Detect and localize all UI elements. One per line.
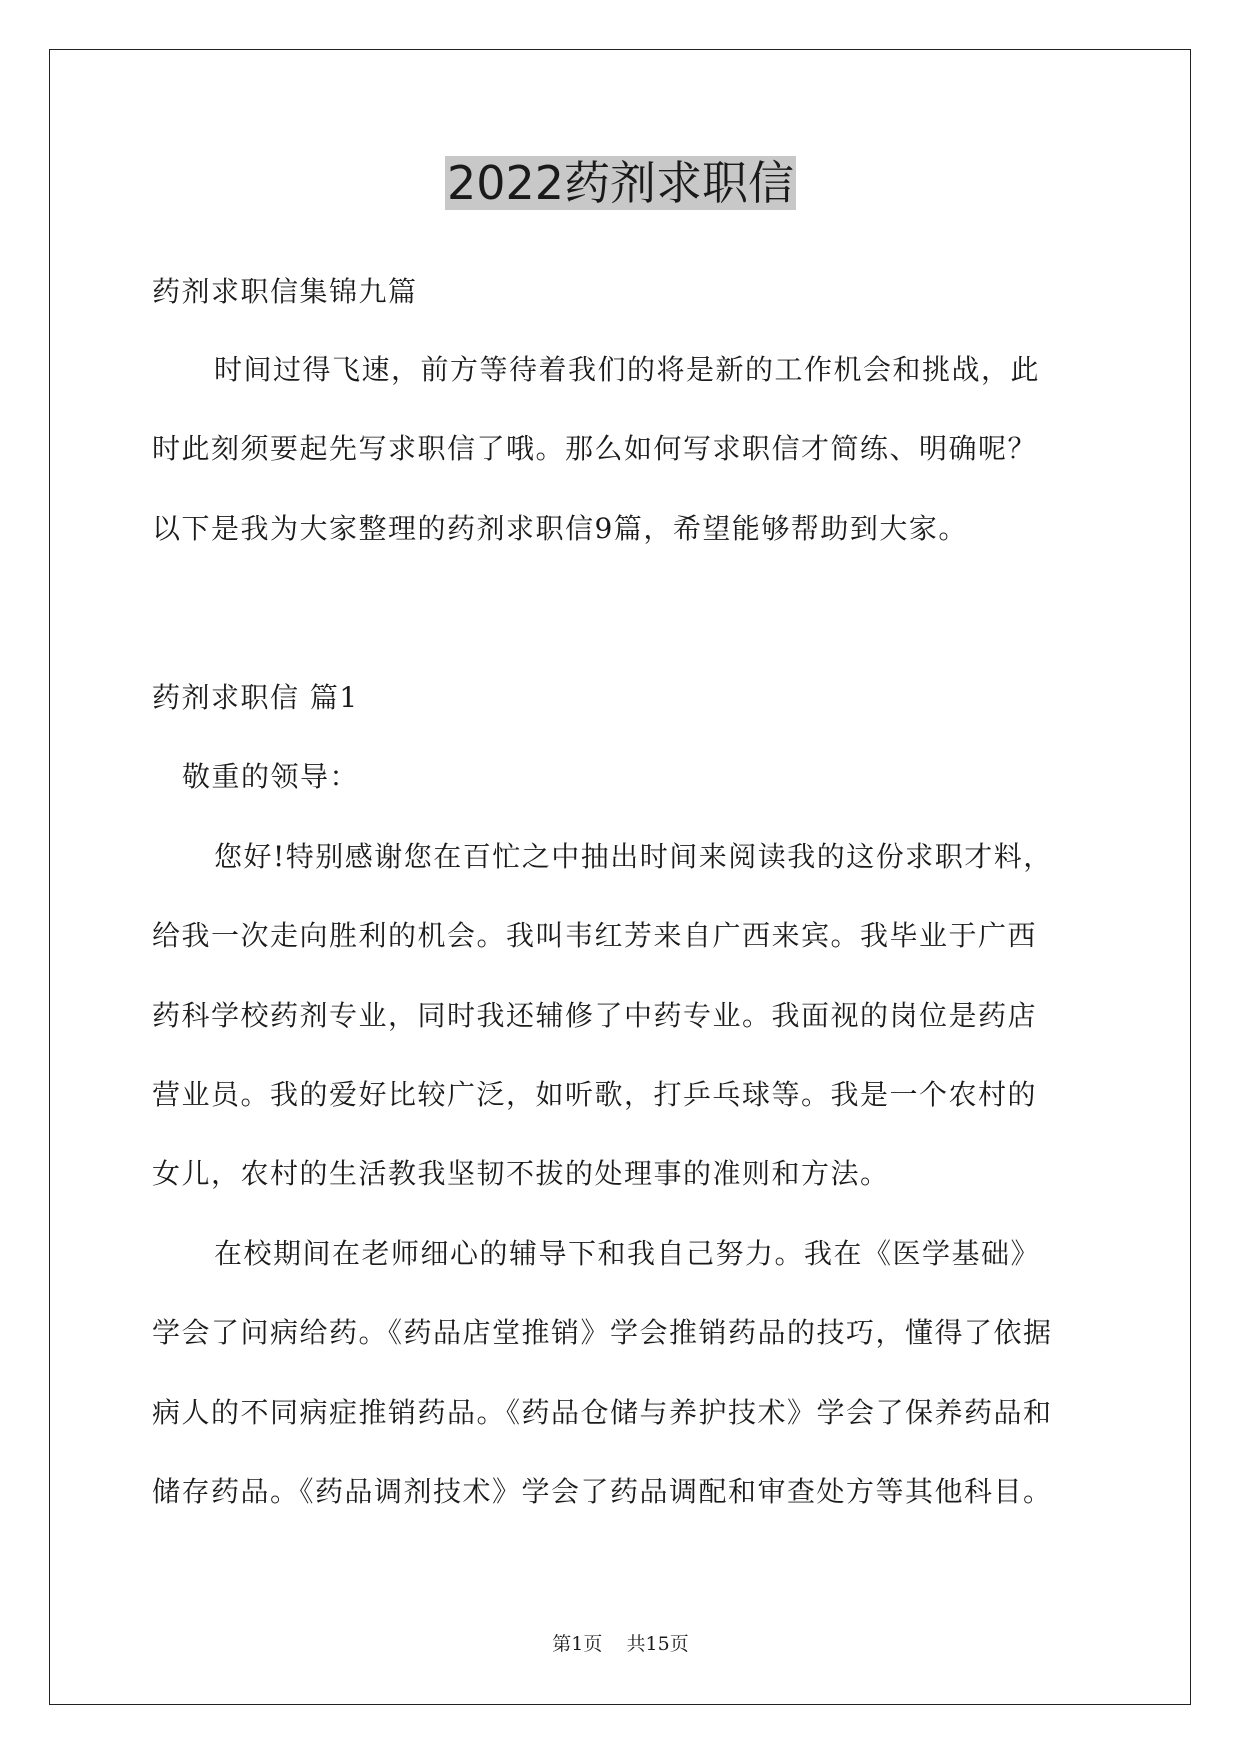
page-number-footer: 第1页 共15页 [552,1633,689,1655]
document-title-text: 2022药剂求职信 [446,156,795,210]
paragraph-line: 在校期间在老师细心的辅导下和我自己努力。我在《医学基础》 [214,1237,1041,1270]
document-subtitle: 药剂求职信集锦九篇 [152,275,418,308]
paragraph-line: 您好!特别感谢您在百忙之中抽出时间来阅读我的这份求职才料， [214,840,1053,873]
paragraph-line: 营业员。我的爱好比较广泛，如听歌，打乒乓球等。我是一个农村的 [152,1078,1038,1111]
paragraph-line: 学会了问病给药。《药品店堂推销》学会推销药品的技巧，懂得了依据 [152,1316,1053,1349]
document-title [0,155,1241,211]
paragraph-line: 病人的不同病症推销药品。《药品仓储与养护技术》学会了保养药品和 [152,1396,1053,1429]
intro-line: 时间过得飞速，前方等待着我们的将是新的工作机会和挑战，此 [214,353,1041,386]
intro-line: 以下是我为大家整理的药剂求职信9篇，希望能够帮助到大家。 [152,512,968,545]
section-heading: 药剂求职信 篇1 [152,681,359,714]
paragraph-line: 储存药品。《药品调剂技术》学会了药品调配和审查处方等其他科目。 [152,1475,1053,1508]
paragraph-line: 药科学校药剂专业，同时我还辅修了中药专业。我面视的岗位是药店 [152,999,1038,1032]
intro-line: 时此刻须要起先写求职信了哦。那么如何写求职信才简练、明确呢？ [152,432,1038,465]
paragraph-line: 女儿，农村的生活教我坚韧不拔的处理事的准则和方法。 [152,1157,890,1190]
salutation: 敬重的领导： [182,760,360,793]
paragraph-line: 给我一次走向胜利的机会。我叫韦红芳来自广西来宾。我毕业于广西 [152,919,1038,952]
